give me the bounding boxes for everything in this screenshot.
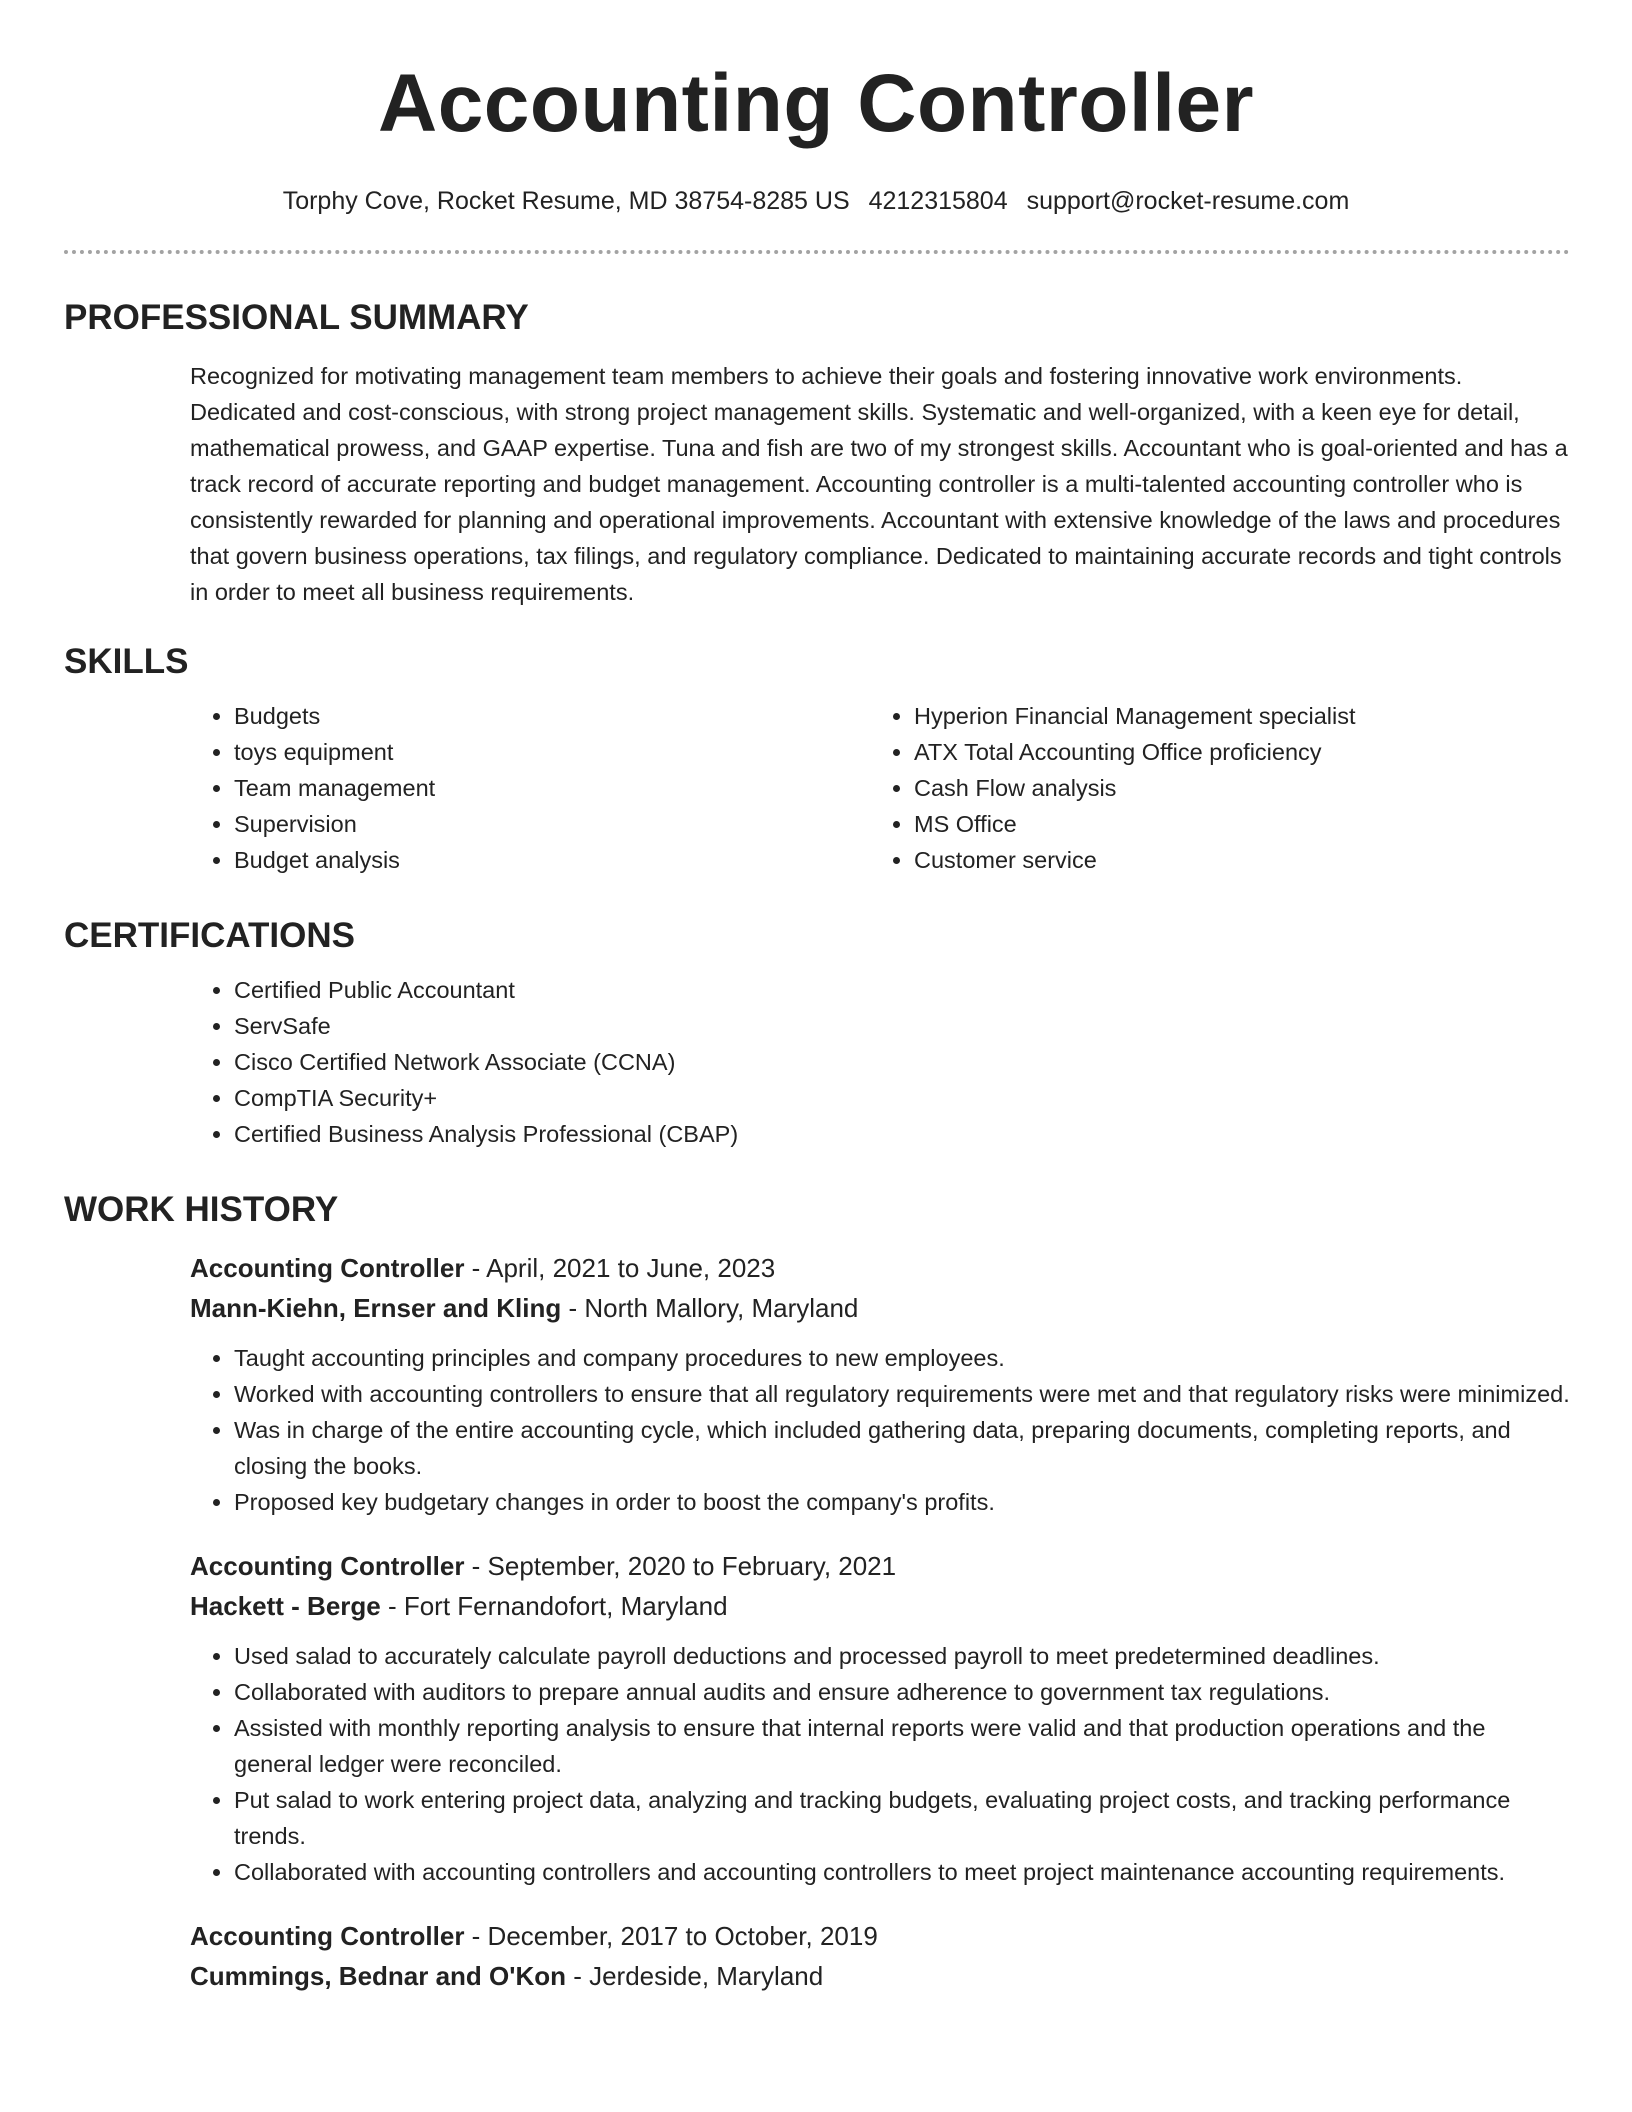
skills-grid (190, 698, 1570, 878)
skill-item: • Budgets (234, 698, 870, 734)
job-bullet: • Collaborated with accounting controllers and accounting controllers to meet project maintenance accounting requirements. (234, 1854, 1570, 1890)
skills-heading: SKILLS (64, 642, 189, 681)
header-divider (64, 250, 1570, 254)
skill-item: • Team management (234, 770, 870, 806)
job-bullet: • Assisted with monthly reporting analysis to ensure that internal reports were valid and that production operations and the general ledger were reconciled. (234, 1710, 1570, 1782)
certification-item: • CompTIA Security+ (234, 1080, 1570, 1116)
job-bullet: • Proposed key budgetary changes in order to boost the company's profits. (234, 1484, 1570, 1520)
job-bullets (190, 1340, 1570, 1520)
work-history-section (64, 1188, 1570, 1996)
summary-heading: PROFESSIONAL SUMMARY (64, 298, 529, 337)
job-location: - Jerdeside, Maryland (565, 1961, 824, 1991)
address-text: Torphy Cove, Rocket Resume, MD 38754-8285 US (282, 187, 850, 215)
skills-section (64, 640, 1570, 878)
job-bullet: • Put salad to work entering project data, analyzing and tracking budgets, evaluating project costs, and tracking performance trends. (234, 1782, 1570, 1854)
job-bullet: • Was in charge of the entire accounting cycle, which included gathering data, preparing documents, completing reports, and closing the books. (234, 1412, 1570, 1484)
job-role: Accounting Controller (190, 1921, 465, 1951)
job-company-line (190, 1586, 1570, 1626)
skill-item: • Hyperion Financial Management specialist (914, 698, 1550, 734)
summary-paragraph: Recognized for motivating management team members to achieve their goals and fostering innovative work environments. Dedicated and cost-conscious, with strong project management skills. Systematic and well-organized, with a keen eye for detail, mathematical prowess, and GAAP expertise. Tuna and fish are two of my strongest skills. Accountant who is goal-oriented and has a track record of accurate reporting and budget management. Accounting controller is a multi-talented accounting controller who is consistently rewarded for planning and operational improvements. Accountant with extensive knowledge of the laws and procedures that govern business operations, tax filings, and regulatory compliance. Dedicated to maintaining accurate records and tight controls in order to meet all business requirements. (190, 363, 1568, 605)
candidate-name: Accounting Controller (377, 58, 1255, 149)
certifications-heading: CERTIFICATIONS (64, 916, 356, 955)
skill-item: • Cash Flow analysis (914, 770, 1550, 806)
certification-item: • Certified Public Accountant (234, 972, 1570, 1008)
job-company: Mann-Kiehn, Ernser and Kling (190, 1293, 562, 1323)
job-bullet: • Used salad to accurately calculate payroll deductions and processed payroll to meet predetermined deadlines. (234, 1638, 1570, 1674)
work-history-heading: WORK HISTORY (64, 1190, 339, 1229)
job-company: Cummings, Bednar and O'Kon (190, 1961, 566, 1991)
resume-header (0, 0, 1632, 218)
job-title-line (190, 1916, 1570, 1956)
job-bullet: • Collaborated with auditors to prepare annual audits and ensure adherence to government tax regulations. (234, 1674, 1570, 1710)
job-role: Accounting Controller (190, 1551, 465, 1581)
skills-list-left (190, 698, 870, 878)
skill-item: • MS Office (914, 806, 1550, 842)
summary-section (64, 296, 1570, 610)
certification-item: • Cisco Certified Network Associate (CCNA) (234, 1044, 1570, 1080)
job-company-line (190, 1956, 1570, 1996)
certifications-list (190, 972, 1570, 1152)
job-location: - North Mallory, Maryland (561, 1293, 859, 1323)
job-title-line (190, 1248, 1570, 1288)
job-bullets (190, 1638, 1570, 1890)
job-dates: - September, 2020 to February, 2021 (464, 1551, 897, 1581)
email-link[interactable]: support@rocket-resume.com (1026, 187, 1350, 215)
skill-item: • ATX Total Accounting Office proficiency (914, 734, 1550, 770)
skills-column-right (870, 698, 1550, 878)
job-title-line (190, 1546, 1570, 1586)
skills-column-left (190, 698, 870, 878)
skill-item: • Supervision (234, 806, 870, 842)
certification-item: • Certified Business Analysis Professional (CBAP) (234, 1116, 1570, 1152)
job-company: Hackett - Berge (190, 1591, 381, 1621)
skill-item: • Budget analysis (234, 842, 870, 878)
job-dates: - April, 2021 to June, 2023 (464, 1253, 776, 1283)
skill-item: • Customer service (914, 842, 1550, 878)
certifications-section (64, 914, 1570, 1152)
job-entry (190, 1248, 1570, 1520)
skills-list-right (870, 698, 1550, 878)
certification-item: • ServSafe (234, 1008, 1570, 1044)
skill-item: • toys equipment (234, 734, 870, 770)
job-location: - Fort Fernandofort, Maryland (380, 1591, 728, 1621)
job-role: Accounting Controller (190, 1253, 465, 1283)
phone-text: 4212315804 (868, 187, 1008, 215)
contact-line (0, 184, 1632, 218)
job-bullet: • Taught accounting principles and company procedures to new employees. (234, 1340, 1570, 1376)
job-entry (190, 1916, 1570, 1996)
job-company-line (190, 1288, 1570, 1328)
job-dates: - December, 2017 to October, 2019 (464, 1921, 878, 1951)
job-bullet: • Worked with accounting controllers to ensure that all regulatory requirements were met and that regulatory risks were minimized. (234, 1376, 1570, 1412)
job-entry (190, 1546, 1570, 1890)
